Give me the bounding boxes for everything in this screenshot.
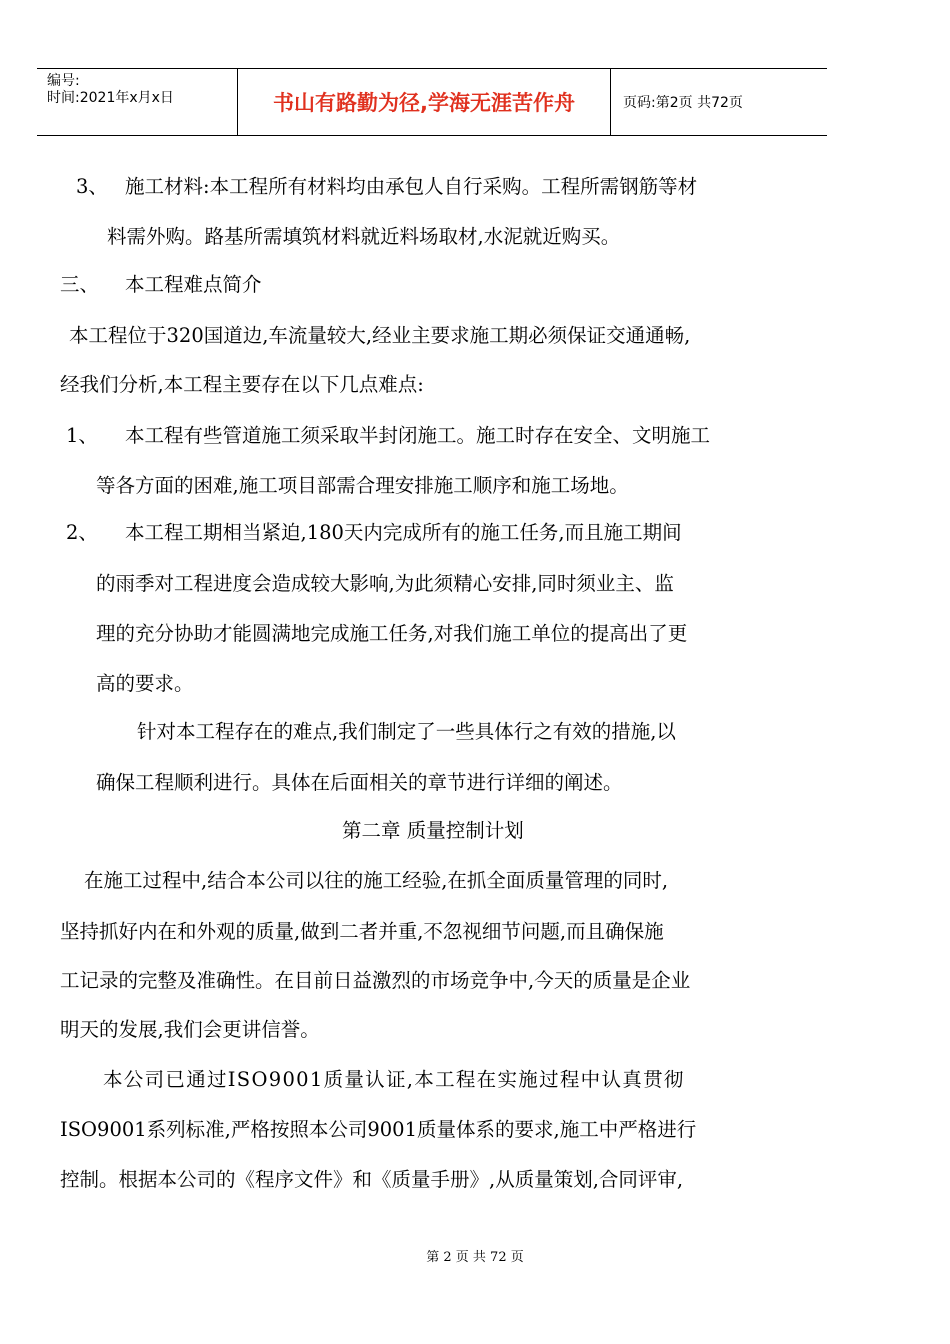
paragraph2-line2: 确保工程顺利进行。具体在后面相关的章节进行详细的阐述。 [96,771,623,794]
difficulty2-line1: 本工程工期相当紧迫,180天内完成所有的施工任务,而且施工期间 [125,521,682,544]
item3-number: 3、 [76,175,108,198]
header-page-number: 页码:第2页 共72页 [623,95,743,111]
chapter-title: 第二章 质量控制计划 [342,819,524,842]
item3-line1: 施工材料:本工程所有材料均由承包人自行采购。工程所需钢筋等材 [125,175,698,198]
header-motto: 书山有路勤为径,学海无涯苦作舟 [238,69,611,135]
paragraph4-line3: 控制。根据本公司的《程序文件》和《质量手册》,从质量策划,合同评审, [60,1168,684,1191]
difficulty1-number: 1、 [66,424,98,447]
paragraph4-line1: 本公司已通过ISO9001质量认证,本工程在实施过程中认真贯彻 [103,1068,685,1091]
paragraph3-line3: 工记录的完整及准确性。在目前日益激烈的市场竞争中,今天的质量是企业 [60,969,691,992]
paragraph1-line2: 经我们分析,本工程主要存在以下几点难点: [60,373,424,396]
difficulty2-line3: 理的充分协助才能圆满地完成施工任务,对我们施工单位的提高出了更 [96,622,688,645]
section3-number: 三、 [60,273,100,296]
paragraph3-line2: 坚持抓好内在和外观的质量,做到二者并重,不忽视细节问题,而且确保施 [60,920,664,943]
paragraph2-line1: 针对本工程存在的难点,我们制定了一些具体行之有效的措施,以 [137,720,676,743]
difficulty2-line2: 的雨季对工程进度会造成较大影响,为此须精心安排,同时须业主、监 [96,572,674,595]
difficulty2-number: 2、 [66,521,98,544]
document-header [37,68,827,136]
paragraph1-line1: 本工程位于320国道边,车流量较大,经业主要求施工期必须保证交通通畅, [69,324,691,347]
header-time: 时间:2021年x月x日 [47,90,174,106]
section3-title: 本工程难点简介 [125,273,262,296]
paragraph4-line2: ISO9001系列标准,严格按照本公司9001质量体系的要求,施工中严格进行 [60,1118,697,1141]
difficulty1-line2: 等各方面的困难,施工项目部需合理安排施工顺序和施工场地。 [96,474,629,497]
paragraph3-line4: 明天的发展,我们会更讲信誉。 [60,1018,320,1041]
paragraph3-line1: 在施工过程中,结合本公司以往的施工经验,在抓全面质量管理的同时, [84,869,669,892]
page-footer: 第 2 页 共 72 页 [426,1250,524,1265]
difficulty1-line1: 本工程有些管道施工须采取半封闭施工。施工时存在安全、文明施工 [125,424,711,447]
header-meta-cell [37,69,238,135]
item3-line2: 料需外购。路基所需填筑材料就近料场取材,水泥就近购买。 [107,225,621,248]
difficulty2-line4: 高的要求。 [96,672,194,695]
header-number: 编号: [47,73,80,89]
